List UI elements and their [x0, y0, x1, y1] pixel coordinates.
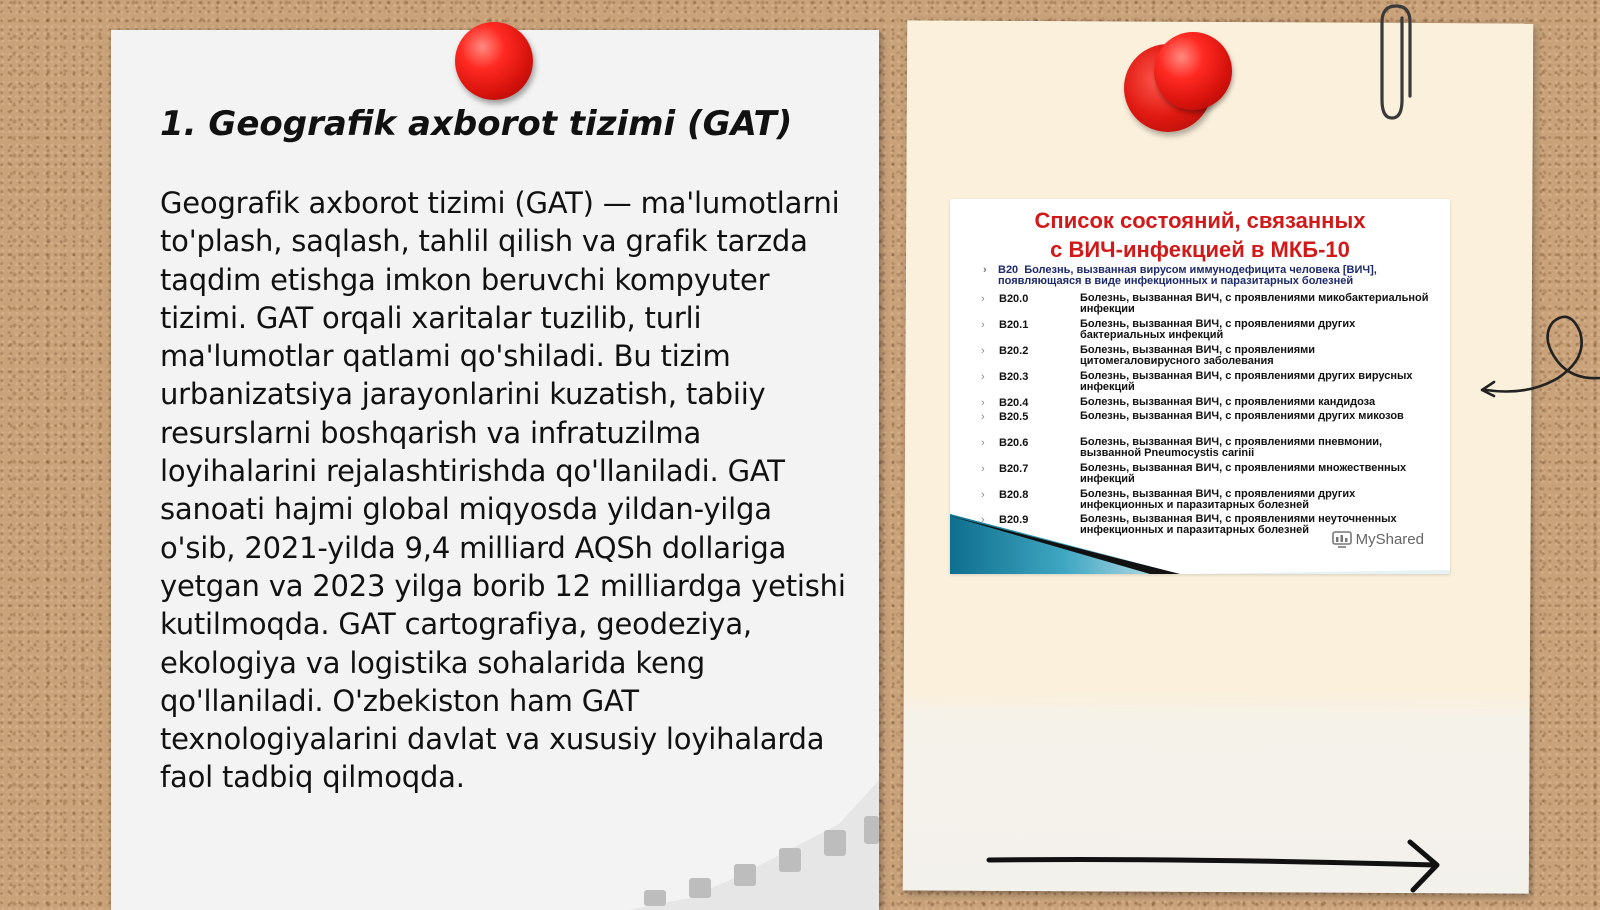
item-description: Болезнь, вызванная ВИЧ, с проявлениями микобактериальной инфекции [1080, 292, 1429, 315]
item-code: B20.2 [999, 345, 1029, 357]
b20-code: B20 [998, 264, 1019, 276]
bullet-icon: › [981, 345, 985, 357]
item-description: Болезнь, вызванная ВИЧ, с проявлениями других инфекционных и паразитарных болезней [1080, 488, 1356, 511]
item-description: Болезнь, вызванная ВИЧ, с проявлениями кандидоза [1080, 396, 1376, 408]
item-code: B20.8 [999, 489, 1029, 501]
curl-arrow-icon [1478, 310, 1600, 410]
item-description: Болезнь, вызванная ВИЧ, с проявлениями других микозов [1080, 410, 1404, 422]
item-description: Болезнь, вызванная ВИЧ, с проявлениями неуточненных инфекционных и паразитарных болезней [1080, 513, 1397, 536]
icd-image-card [950, 199, 1450, 574]
torn-paper-edge [439, 780, 879, 910]
bullet-icon: › [981, 371, 985, 383]
bullet-icon: › [981, 397, 985, 409]
bullet-icon: › [981, 463, 985, 475]
item-code: B20.0 [999, 293, 1029, 305]
bullet-icon: › [981, 437, 985, 449]
item-code: B20.3 [999, 371, 1029, 383]
push-pin-icon [1154, 32, 1232, 110]
note-title: 1. Geografik axborot tizimi (GAT) [160, 104, 793, 144]
paperclip-icon [1372, 0, 1422, 125]
b20-entry [998, 265, 1438, 287]
card-title-line-2: с ВИЧ-инфекцией в МКБ-10 [1050, 237, 1350, 262]
watermark [1332, 530, 1424, 548]
bullet-icon: › [981, 411, 985, 423]
item-code: B20.6 [999, 437, 1029, 449]
myshared-logo-icon [1332, 530, 1352, 548]
bullet-icon: › [981, 514, 985, 526]
item-code: B20.7 [999, 463, 1029, 475]
bullet-icon: › [981, 489, 985, 501]
item-code: B20.5 [999, 411, 1029, 423]
item-description: Болезнь, вызванная ВИЧ, с проявлениями множественных инфекций [1080, 462, 1407, 485]
item-description: Болезнь, вызванная ВИЧ, с проявлениями пневмонии, вызванной Pneumocystis carinii [1080, 436, 1383, 459]
bullet-icon: › [981, 319, 985, 331]
item-description: Болезнь, вызванная ВИЧ, с проявлениями других бактериальных инфекций [1080, 318, 1356, 341]
bullet-icon: › [981, 293, 985, 305]
note-body: Geografik axborot tizimi (GAT) — ma'lumotlarni to'plash, saqlash, tahlil qilish va grafik tarzda taqdim etishga imkon beruvchi kompyuter tizimi. GAT orqali xaritalar tuzilib, turli ma'lumotlar qatlami qo'shiladi. Bu tizim urbanizatsiya jarayonlarini kuzatish, tabiiy resurslarni boshqarish va infratuzilma loyihalarini rejalashtirishda qo'llaniladi. GAT sanoati hajmi global miqyosda yildan-yilga o'sib, 2021-yilda 9,4 milliard AQSh dollariga yetgan va 2023 yilga borib 12 milliardga yetishi kutilmoqda. GAT cartografiya, geodeziya, ekologiya va logistika sohalarida keng qo'llaniladi. O'zbekiston ham GAT texnologiyalarini davlat va xususiy loyihalarda faol tadbiq qilmoqda. [160, 186, 846, 795]
push-pin-icon [455, 22, 533, 100]
watermark-text: MyShared [1355, 530, 1424, 548]
card-title [950, 206, 1450, 264]
card-title-line-1: Список состояний, связанных [1034, 208, 1366, 233]
item-description: Болезнь, вызванная ВИЧ, с проявлениями цитомегаловирусного заболевания [1080, 344, 1316, 367]
left-note-paper [111, 30, 879, 910]
item-code: B20.4 [999, 397, 1029, 409]
item-description: Болезнь, вызванная ВИЧ, с проявлениями других вирусных инфекций [1080, 370, 1413, 393]
item-code: B20.9 [999, 514, 1029, 526]
long-arrow-icon [985, 838, 1445, 894]
b20-description: Болезнь, вызванная вирусом иммунодефицита человека [ВИЧ], появляющаяся в виде инфекционных и паразитарных болезней [998, 264, 1377, 287]
item-code: B20.1 [999, 319, 1029, 331]
